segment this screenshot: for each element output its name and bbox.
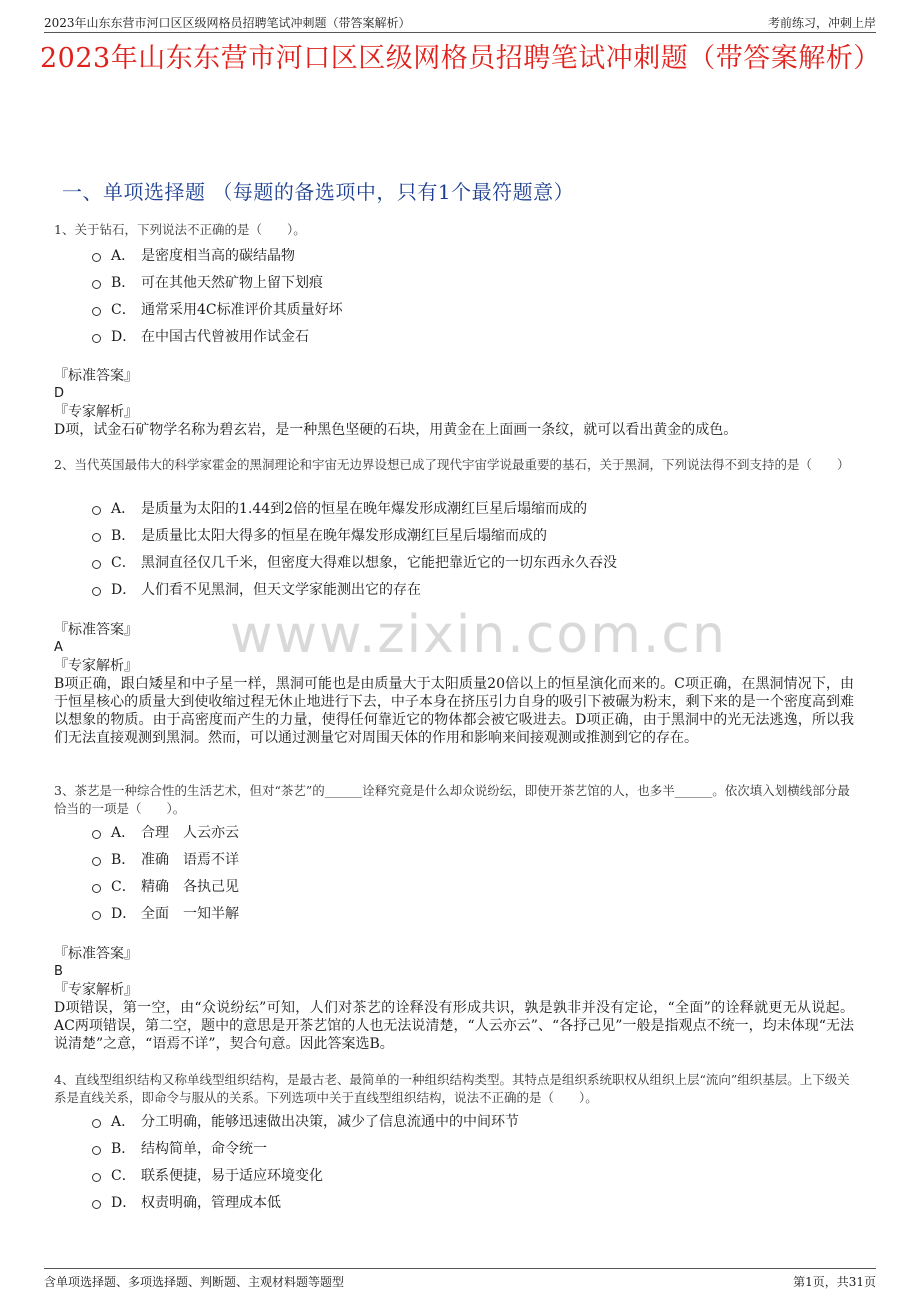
- radio-icon[interactable]: [92, 1200, 101, 1209]
- radio-icon[interactable]: [92, 1119, 101, 1128]
- option-item[interactable]: [92, 494, 852, 521]
- document-title: 2023年山东东营市河口区区级网格员招聘笔试冲刺题（带答案解析）: [40, 43, 881, 74]
- explanation-text: D项错误，第一空，由“众说纷纭”可知，人们对茶艺的诠释没有形成共识，孰是孰非并没有定论，“全面”的诠释就更无从说起。AC两项错误，第二空，题中的意思是开茶艺馆的人也无法说清楚，“人云亦云”、“各抒己见”一般是指观点不统一，均未体现“无法说清楚”之意，“语焉不详”，契合句意。因此答案选B。: [54, 1000, 854, 1052]
- radio-icon[interactable]: [92, 830, 101, 839]
- option-item[interactable]: [92, 241, 852, 268]
- option-letter: A．: [111, 824, 136, 841]
- radio-icon[interactable]: [92, 1146, 101, 1155]
- radio-icon[interactable]: [92, 587, 101, 596]
- option-text: 全面 一知半解: [141, 905, 239, 922]
- explanation-label: 『专家解析』: [54, 982, 138, 998]
- header-doc-title: 2023年山东东营市河口区区级网格员招聘笔试冲刺题（带答案解析）: [44, 16, 411, 30]
- option-text: 权责明确，管理成本低: [141, 1194, 281, 1211]
- option-list: [92, 494, 852, 602]
- option-text: 分工明确，能够迅速做出决策，减少了信息流通中的中间环节: [141, 1113, 519, 1130]
- radio-icon[interactable]: [92, 280, 101, 289]
- question-stem: 3、茶艺是一种综合性的生活艺术，但对“茶艺”的______诠释究竟是什么却众说纷纭，即使开茶艺馆的人，也多半______。依次填入划横线部分最恰当的一项是（ ）。: [54, 783, 850, 816]
- option-letter: B．: [111, 527, 136, 544]
- radio-icon[interactable]: [92, 253, 101, 262]
- radio-icon[interactable]: [92, 307, 101, 316]
- radio-icon[interactable]: [92, 334, 101, 343]
- option-text: 是质量比太阳大得多的恒星在晚年爆发形成潮红巨星后塌缩而成的: [141, 527, 547, 544]
- option-item[interactable]: [92, 899, 852, 926]
- option-list: [92, 241, 852, 349]
- option-letter: C．: [111, 554, 136, 571]
- section-title: 一、单项选择题 （每题的备选项中，只有1个最符题意）: [62, 180, 575, 204]
- header-slogan: 考前练习，冲刺上岸: [767, 16, 876, 30]
- explanation-label: 『专家解析』: [54, 658, 138, 674]
- option-letter: D．: [111, 328, 137, 345]
- option-text: 人们看不见黑洞，但天文学家能测出它的存在: [141, 581, 421, 598]
- option-letter: C．: [111, 878, 136, 895]
- option-item[interactable]: [92, 575, 852, 602]
- option-item[interactable]: [92, 1188, 852, 1215]
- radio-icon[interactable]: [92, 560, 101, 569]
- option-item[interactable]: [92, 872, 852, 899]
- option-item[interactable]: [92, 1107, 852, 1134]
- option-letter: B．: [111, 851, 136, 868]
- answer-label: 『标准答案』: [54, 946, 138, 962]
- answer-value: D: [54, 386, 65, 401]
- question-stem: 1、关于钻石，下列说法不正确的是（ ）。: [54, 222, 306, 237]
- question-stem: 4、直线型组织结构又称单线型组织结构，是最古老、最简单的一种组织结构类型。其特点是组织系统职权从组织上层“流向”组织基层。上下级关系是直线关系，即命令与服从的关系。下列选项中关于直线型组织结构，说法不正确的是（ ）。: [54, 1072, 850, 1105]
- option-text: 准确 语焉不详: [141, 851, 239, 868]
- option-item[interactable]: [92, 295, 852, 322]
- explanation-text: B项正确，跟白矮星和中子星一样，黑洞可能也是由质量大于太阳质量20倍以上的恒星演化而来的。C项正确，在黑洞情况下，由于恒星核心的质量大到使收缩过程无休止地进行下去，中子本身在挤压引力自身的吸引下被碾为粉末，剩下来的是一个密度高到难以想象的物质。由于高密度而产生的力量，使得任何靠近它的物体都会被它吸进去。D项正确，由于黑洞中的光无法逃逸，所以我们无法直接观测到黑洞。然而，可以通过测量它对周围天体的作用和影响来间接观测或推测到它的存在。: [54, 676, 854, 746]
- option-text: 合理 人云亦云: [141, 824, 239, 841]
- explanation-text: D项，试金石矿物学名称为碧玄岩，是一种黑色坚硬的石块，用黄金在上面画一条纹，就可以看出黄金的成色。: [54, 422, 738, 438]
- option-letter: C．: [111, 301, 136, 318]
- answer-value: A: [54, 640, 63, 655]
- page-footer: [44, 1268, 876, 1293]
- option-text: 可在其他天然矿物上留下划痕: [141, 274, 323, 291]
- explanation-label: 『专家解析』: [54, 404, 138, 420]
- option-item[interactable]: [92, 548, 852, 575]
- option-letter: D．: [111, 1194, 137, 1211]
- option-letter: D．: [111, 581, 137, 598]
- option-text: 结构简单，命令统一: [141, 1140, 267, 1157]
- option-list: [92, 1107, 852, 1215]
- option-item[interactable]: [92, 818, 852, 845]
- option-text: 是密度相当高的碳结晶物: [141, 247, 295, 264]
- option-letter: B．: [111, 274, 136, 291]
- radio-icon[interactable]: [92, 1173, 101, 1182]
- radio-icon[interactable]: [92, 884, 101, 893]
- option-text: 是质量为太阳的1.44到2倍的恒星在晚年爆发形成潮红巨星后塌缩而成的: [141, 500, 588, 517]
- radio-icon[interactable]: [92, 911, 101, 920]
- option-letter: D．: [111, 905, 137, 922]
- option-letter: A．: [111, 247, 136, 264]
- radio-icon[interactable]: [92, 857, 101, 866]
- option-item[interactable]: [92, 1161, 852, 1188]
- footer-question-types: 含单项选择题、多项选择题、判断题、主观材料题等题型: [44, 1275, 345, 1289]
- answer-block: [54, 945, 854, 1053]
- answer-block: [54, 367, 854, 439]
- option-item[interactable]: [92, 845, 852, 872]
- option-text: 联系便捷，易于适应环境变化: [141, 1167, 323, 1184]
- option-item[interactable]: [92, 1134, 852, 1161]
- option-text: 通常采用4C标准评价其质量好坏: [141, 301, 343, 318]
- page-header: [44, 10, 876, 33]
- radio-icon[interactable]: [92, 506, 101, 515]
- answer-label: 『标准答案』: [54, 368, 138, 384]
- option-letter: B．: [111, 1140, 136, 1157]
- radio-icon[interactable]: [92, 533, 101, 542]
- option-letter: C．: [111, 1167, 136, 1184]
- answer-value: B: [54, 964, 63, 979]
- option-text: 在中国古代曾被用作试金石: [141, 328, 309, 345]
- page-number: 第1页，共31页: [793, 1275, 876, 1289]
- option-letter: A．: [111, 1113, 136, 1130]
- option-list: [92, 818, 852, 926]
- answer-label: 『标准答案』: [54, 622, 138, 638]
- answer-block: [54, 621, 854, 747]
- question-stem: 2、当代英国最伟大的科学家霍金的黑洞理论和宇宙无边界设想已成了现代宇宙学说最重要的基石，关于黑洞，下列说法得不到支持的是（ ）: [54, 457, 850, 472]
- option-letter: A．: [111, 500, 136, 517]
- option-item[interactable]: [92, 521, 852, 548]
- option-item[interactable]: [92, 322, 852, 349]
- option-text: 精确 各执己见: [141, 878, 239, 895]
- option-text: 黑洞直径仅几千米，但密度大得难以想象，它能把靠近它的一切东西永久吞没: [141, 554, 617, 571]
- watermark: www.zixin.com.cn: [230, 605, 727, 665]
- option-item[interactable]: [92, 268, 852, 295]
